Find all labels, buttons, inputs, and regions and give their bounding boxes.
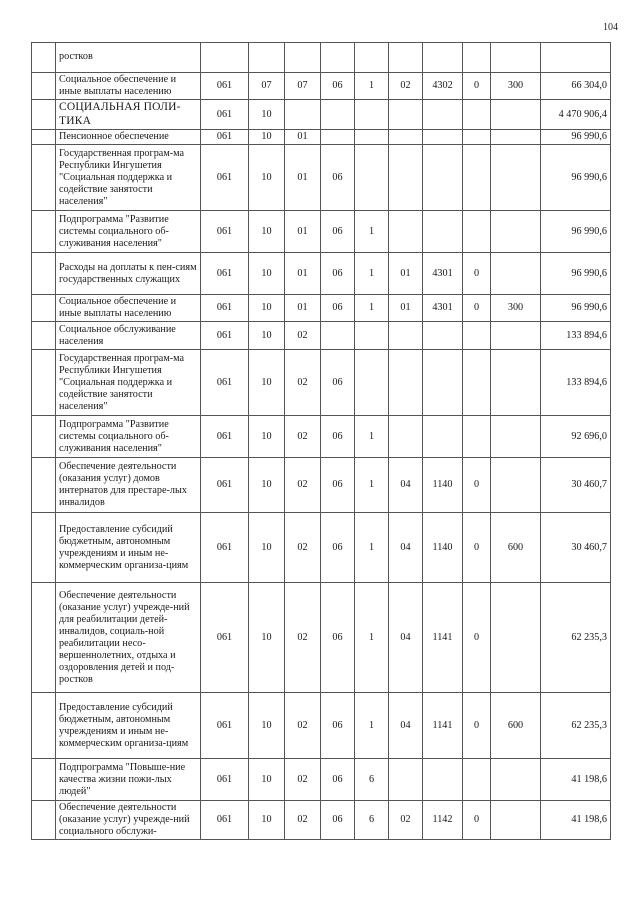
row-margin-cell <box>32 458 56 513</box>
code-c6 <box>389 130 423 145</box>
code-c5: 1 <box>355 416 389 458</box>
code-c8 <box>463 350 491 416</box>
row-amount: 62 235,3 <box>541 693 611 759</box>
code-c8 <box>463 759 491 801</box>
code-c7: 4301 <box>423 253 463 295</box>
table-row <box>32 693 611 759</box>
row-name: Социальное обеспечение и иные выплаты населению <box>56 295 201 322</box>
table-row <box>32 295 611 322</box>
table-row <box>32 513 611 583</box>
page-number: 104 <box>603 22 618 33</box>
code-c1: 061 <box>201 322 249 350</box>
code-c5: 1 <box>355 295 389 322</box>
row-margin-cell <box>32 416 56 458</box>
code-c1: 061 <box>201 130 249 145</box>
code-c7: 1140 <box>423 458 463 513</box>
code-c6 <box>389 759 423 801</box>
code-c6: 04 <box>389 583 423 693</box>
code-c4: 06 <box>321 416 355 458</box>
code-c8: 0 <box>463 801 491 840</box>
code-c5: 1 <box>355 513 389 583</box>
code-c7 <box>423 211 463 253</box>
row-amount: 30 460,7 <box>541 458 611 513</box>
code-c3: 02 <box>285 759 321 801</box>
code-c8 <box>463 100 491 130</box>
code-c7: 1141 <box>423 583 463 693</box>
code-c6 <box>389 416 423 458</box>
code-c9 <box>491 130 541 145</box>
code-c1: 061 <box>201 693 249 759</box>
code-c5 <box>355 100 389 130</box>
code-c7: 4301 <box>423 295 463 322</box>
code-c2: 10 <box>249 253 285 295</box>
code-c9 <box>491 100 541 130</box>
code-c1: 061 <box>201 253 249 295</box>
code-c4: 06 <box>321 211 355 253</box>
table-row <box>32 145 611 211</box>
code-c2: 10 <box>249 513 285 583</box>
code-c8 <box>463 130 491 145</box>
row-name: Расходы на доплаты к пен-сиям государственных служащих <box>56 253 201 295</box>
code-c3: 02 <box>285 322 321 350</box>
code-c9 <box>491 350 541 416</box>
code-c9 <box>491 43 541 73</box>
code-c8 <box>463 145 491 211</box>
code-c9 <box>491 759 541 801</box>
code-c9 <box>491 801 541 840</box>
code-c4 <box>321 43 355 73</box>
code-c1: 061 <box>201 350 249 416</box>
row-name: Государственная програм-ма Республики Ингушетия "Социальная поддержка и содействие занятости населения" <box>56 350 201 416</box>
row-amount <box>541 43 611 73</box>
table-row <box>32 100 611 130</box>
code-c2 <box>249 43 285 73</box>
code-c1: 061 <box>201 458 249 513</box>
row-margin-cell <box>32 43 56 73</box>
code-c6 <box>389 350 423 416</box>
code-c3: 02 <box>285 458 321 513</box>
code-c9 <box>491 416 541 458</box>
code-c8 <box>463 43 491 73</box>
code-c7: 1140 <box>423 513 463 583</box>
row-margin-cell <box>32 100 56 130</box>
code-c6: 02 <box>389 73 423 100</box>
row-name: Государственная програм-ма Республики Ингушетия "Социальная поддержка и содействие занятости населения" <box>56 145 201 211</box>
code-c8: 0 <box>463 253 491 295</box>
code-c9 <box>491 458 541 513</box>
code-c6 <box>389 43 423 73</box>
code-c6 <box>389 100 423 130</box>
row-margin-cell <box>32 145 56 211</box>
code-c4 <box>321 130 355 145</box>
code-c5: 1 <box>355 253 389 295</box>
code-c1: 061 <box>201 73 249 100</box>
row-amount: 30 460,7 <box>541 513 611 583</box>
code-c5: 1 <box>355 73 389 100</box>
code-c4: 06 <box>321 73 355 100</box>
row-amount: 41 198,6 <box>541 759 611 801</box>
code-c1: 061 <box>201 759 249 801</box>
row-name: Предоставление субсидий бюджетным, автономным учреждениям и иным не-коммерческим организа-циям <box>56 513 201 583</box>
code-c7 <box>423 145 463 211</box>
budget-table <box>31 42 611 840</box>
code-c8: 0 <box>463 295 491 322</box>
table-row <box>32 583 611 693</box>
code-c4: 06 <box>321 801 355 840</box>
code-c3: 02 <box>285 513 321 583</box>
code-c5 <box>355 43 389 73</box>
row-name: Предоставление субсидий бюджетным, автономным учреждениям и иным не-коммерческим организа-циям <box>56 693 201 759</box>
code-c5: 1 <box>355 211 389 253</box>
code-c8: 0 <box>463 693 491 759</box>
row-margin-cell <box>32 693 56 759</box>
row-amount: 62 235,3 <box>541 583 611 693</box>
row-margin-cell <box>32 583 56 693</box>
code-c2: 10 <box>249 295 285 322</box>
code-c1: 061 <box>201 583 249 693</box>
row-amount: 133 894,6 <box>541 350 611 416</box>
code-c2: 07 <box>249 73 285 100</box>
code-c9 <box>491 253 541 295</box>
code-c2: 10 <box>249 801 285 840</box>
code-c8: 0 <box>463 73 491 100</box>
code-c5: 1 <box>355 693 389 759</box>
code-c1: 061 <box>201 145 249 211</box>
code-c6: 01 <box>389 295 423 322</box>
code-c6: 04 <box>389 458 423 513</box>
code-c4: 06 <box>321 295 355 322</box>
code-c7: 1142 <box>423 801 463 840</box>
row-amount: 96 990,6 <box>541 130 611 145</box>
row-name: Подпрограмма "Развитие системы социального об-служивания населения" <box>56 416 201 458</box>
code-c8 <box>463 211 491 253</box>
row-name: Обеспечение деятельности (оказание услуг) учрежде-ний социального обслужи- <box>56 801 201 840</box>
table-row <box>32 211 611 253</box>
code-c5: 1 <box>355 458 389 513</box>
row-name: Подпрограмма "Повыше-ние качества жизни пожи-лых людей" <box>56 759 201 801</box>
code-c4: 06 <box>321 458 355 513</box>
code-c4 <box>321 322 355 350</box>
table-row <box>32 130 611 145</box>
row-margin-cell <box>32 759 56 801</box>
code-c9 <box>491 211 541 253</box>
code-c2: 10 <box>249 759 285 801</box>
row-name: СОЦИАЛЬНАЯ ПОЛИ-ТИКА <box>56 100 201 130</box>
code-c3: 01 <box>285 295 321 322</box>
table-row <box>32 458 611 513</box>
code-c2: 10 <box>249 350 285 416</box>
code-c9: 600 <box>491 513 541 583</box>
code-c4: 06 <box>321 759 355 801</box>
code-c2: 10 <box>249 458 285 513</box>
code-c6: 04 <box>389 693 423 759</box>
table-row <box>32 416 611 458</box>
code-c3: 02 <box>285 801 321 840</box>
code-c6 <box>389 322 423 350</box>
code-c8: 0 <box>463 513 491 583</box>
table-row <box>32 801 611 840</box>
code-c2: 10 <box>249 100 285 130</box>
code-c9 <box>491 583 541 693</box>
code-c4: 06 <box>321 513 355 583</box>
code-c5: 6 <box>355 759 389 801</box>
table-row <box>32 253 611 295</box>
code-c5: 1 <box>355 583 389 693</box>
row-amount: 96 990,6 <box>541 253 611 295</box>
code-c2: 10 <box>249 145 285 211</box>
row-amount: 96 990,6 <box>541 211 611 253</box>
row-amount: 133 894,6 <box>541 322 611 350</box>
code-c9: 300 <box>491 73 541 100</box>
code-c7 <box>423 416 463 458</box>
code-c3: 02 <box>285 583 321 693</box>
table-row <box>32 759 611 801</box>
row-amount: 4 470 906,4 <box>541 100 611 130</box>
code-c8: 0 <box>463 458 491 513</box>
row-name: Обеспечение деятельности (оказания услуг) домов интернатов для престаре-лых инвалидов <box>56 458 201 513</box>
code-c9 <box>491 145 541 211</box>
code-c5 <box>355 145 389 211</box>
code-c7: 1141 <box>423 693 463 759</box>
code-c3: 02 <box>285 693 321 759</box>
code-c2: 10 <box>249 322 285 350</box>
code-c1: 061 <box>201 211 249 253</box>
row-margin-cell <box>32 211 56 253</box>
code-c2: 10 <box>249 211 285 253</box>
code-c4: 06 <box>321 253 355 295</box>
code-c8 <box>463 322 491 350</box>
code-c6: 04 <box>389 513 423 583</box>
row-margin-cell <box>32 295 56 322</box>
row-amount: 96 990,6 <box>541 295 611 322</box>
code-c4 <box>321 100 355 130</box>
table-row <box>32 73 611 100</box>
code-c9: 300 <box>491 295 541 322</box>
row-margin-cell <box>32 513 56 583</box>
row-amount: 96 990,6 <box>541 145 611 211</box>
code-c1 <box>201 43 249 73</box>
code-c4: 06 <box>321 583 355 693</box>
code-c3: 02 <box>285 350 321 416</box>
code-c6: 01 <box>389 253 423 295</box>
code-c7 <box>423 43 463 73</box>
code-c3: 02 <box>285 416 321 458</box>
code-c7: 4302 <box>423 73 463 100</box>
code-c3: 01 <box>285 211 321 253</box>
row-name: Подпрограмма "Развитие системы социального об-служивания населения" <box>56 211 201 253</box>
code-c4: 06 <box>321 145 355 211</box>
code-c7 <box>423 759 463 801</box>
row-name: Социальное обеспечение и иные выплаты населению <box>56 73 201 100</box>
code-c7 <box>423 130 463 145</box>
row-margin-cell <box>32 322 56 350</box>
code-c6 <box>389 145 423 211</box>
row-name: Обеспечение деятельности (оказание услуг) учрежде-ний для реабилитации детей-инвалидов, социаль-ной реабилитации несо-вершеннолетних, отдыха и оздоровления детей и под-ростков <box>56 583 201 693</box>
code-c4: 06 <box>321 350 355 416</box>
row-margin-cell <box>32 253 56 295</box>
code-c5 <box>355 130 389 145</box>
table-row <box>32 350 611 416</box>
row-margin-cell <box>32 73 56 100</box>
code-c1: 061 <box>201 295 249 322</box>
row-name: Социальное обслуживание населения <box>56 322 201 350</box>
row-amount: 92 696,0 <box>541 416 611 458</box>
code-c7 <box>423 350 463 416</box>
code-c1: 061 <box>201 416 249 458</box>
code-c1: 061 <box>201 513 249 583</box>
code-c5 <box>355 350 389 416</box>
code-c3 <box>285 100 321 130</box>
row-amount: 66 304,0 <box>541 73 611 100</box>
row-margin-cell <box>32 801 56 840</box>
code-c9: 600 <box>491 693 541 759</box>
code-c2: 10 <box>249 693 285 759</box>
code-c1: 061 <box>201 100 249 130</box>
row-amount: 41 198,6 <box>541 801 611 840</box>
code-c2: 10 <box>249 583 285 693</box>
code-c5: 6 <box>355 801 389 840</box>
code-c2: 10 <box>249 416 285 458</box>
row-margin-cell <box>32 350 56 416</box>
code-c4: 06 <box>321 693 355 759</box>
row-name: Пенсионное обеспечение <box>56 130 201 145</box>
code-c6: 02 <box>389 801 423 840</box>
code-c3: 07 <box>285 73 321 100</box>
code-c2: 10 <box>249 130 285 145</box>
code-c5 <box>355 322 389 350</box>
code-c8 <box>463 416 491 458</box>
table-row <box>32 43 611 73</box>
code-c3 <box>285 43 321 73</box>
code-c9 <box>491 322 541 350</box>
code-c3: 01 <box>285 130 321 145</box>
code-c8: 0 <box>463 583 491 693</box>
code-c3: 01 <box>285 253 321 295</box>
code-c7 <box>423 100 463 130</box>
code-c7 <box>423 322 463 350</box>
table-row <box>32 322 611 350</box>
code-c1: 061 <box>201 801 249 840</box>
code-c3: 01 <box>285 145 321 211</box>
code-c6 <box>389 211 423 253</box>
row-margin-cell <box>32 130 56 145</box>
row-name: ростков <box>56 43 201 73</box>
